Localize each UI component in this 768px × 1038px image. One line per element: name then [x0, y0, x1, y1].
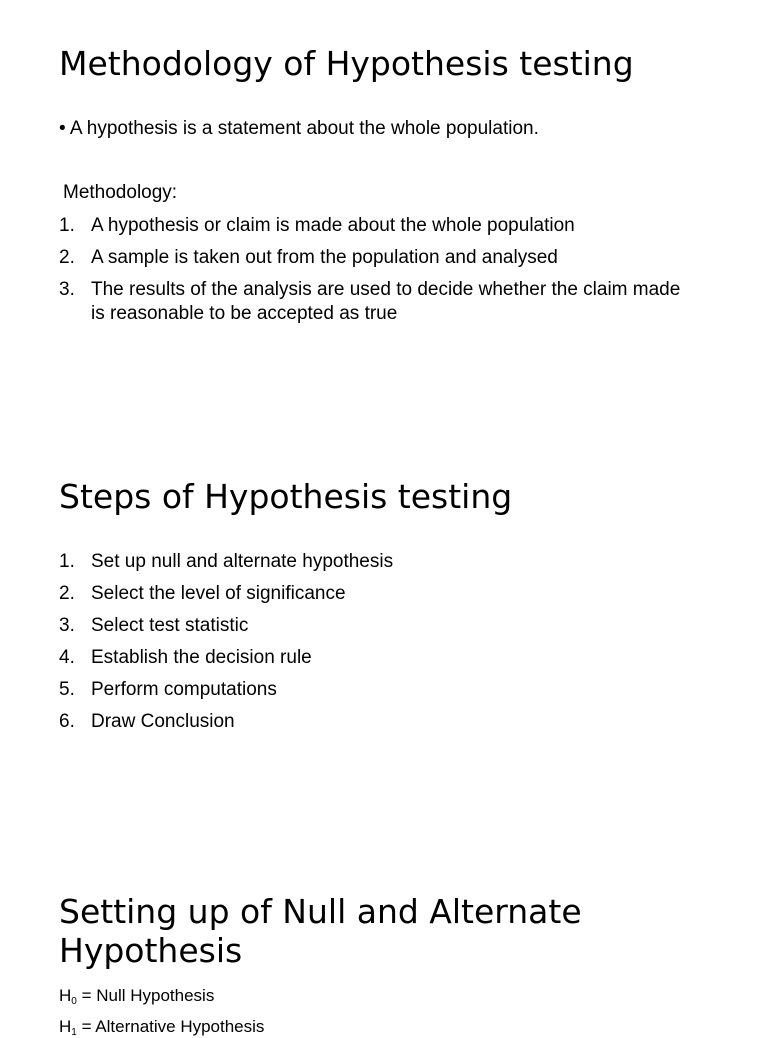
list-item-text: Select the level of significance: [91, 583, 346, 604]
h1-text: = Alternative Hypothesis: [76, 1017, 265, 1036]
list-item: [59, 678, 699, 702]
list-item: [59, 710, 699, 734]
list-item: [59, 582, 699, 606]
list-item-text: Select test statistic: [91, 615, 249, 636]
h0-subscript: 0: [71, 996, 77, 1007]
section-title-null-alternate: Setting up of Null and Alternate Hypothesis: [59, 892, 582, 970]
list-item-text: Perform computations: [91, 679, 277, 700]
list-item-text: A hypothesis or claim is made about the whole population: [91, 215, 575, 236]
list-item-text: Establish the decision rule: [91, 647, 312, 668]
list-number: 6.: [59, 711, 75, 732]
list-item: [59, 550, 699, 574]
list-number: 1.: [59, 215, 75, 236]
list-item: [59, 278, 699, 326]
h0-symbol: H: [59, 986, 72, 1005]
list-item-text: A sample is taken out from the population and analysed: [91, 247, 558, 268]
h1-subscript: 1: [71, 1027, 77, 1038]
methodology-list: [59, 214, 699, 326]
list-number: 3.: [59, 279, 75, 300]
list-item-text: Draw Conclusion: [91, 711, 235, 732]
list-number: 3.: [59, 615, 75, 636]
list-item: [59, 646, 699, 670]
list-number: 1.: [59, 551, 75, 572]
steps-list: [59, 550, 699, 734]
h1-symbol: H: [59, 1017, 72, 1036]
methodology-label: Methodology:: [63, 182, 178, 203]
h0-text: = Null Hypothesis: [76, 986, 215, 1005]
list-number: 5.: [59, 679, 75, 700]
list-item: [59, 214, 699, 238]
section-title-methodology: Methodology of Hypothesis testing: [59, 44, 634, 83]
list-item: [59, 614, 699, 638]
list-number: 2.: [59, 583, 75, 604]
null-hypothesis-definition: [59, 985, 214, 1007]
section-title-steps: Steps of Hypothesis testing: [59, 477, 513, 516]
bullet-hypothesis-definition: • A hypothesis is a statement about the whole population.: [59, 118, 539, 139]
list-item: [59, 246, 699, 270]
list-number: 4.: [59, 647, 75, 668]
list-item-text: The results of the analysis are used to decide whether the claim made is reasonable to be accepted as true: [91, 279, 681, 324]
alternative-hypothesis-definition: [59, 1016, 264, 1038]
list-number: 2.: [59, 247, 75, 268]
list-item-text: Set up null and alternate hypothesis: [91, 551, 394, 572]
